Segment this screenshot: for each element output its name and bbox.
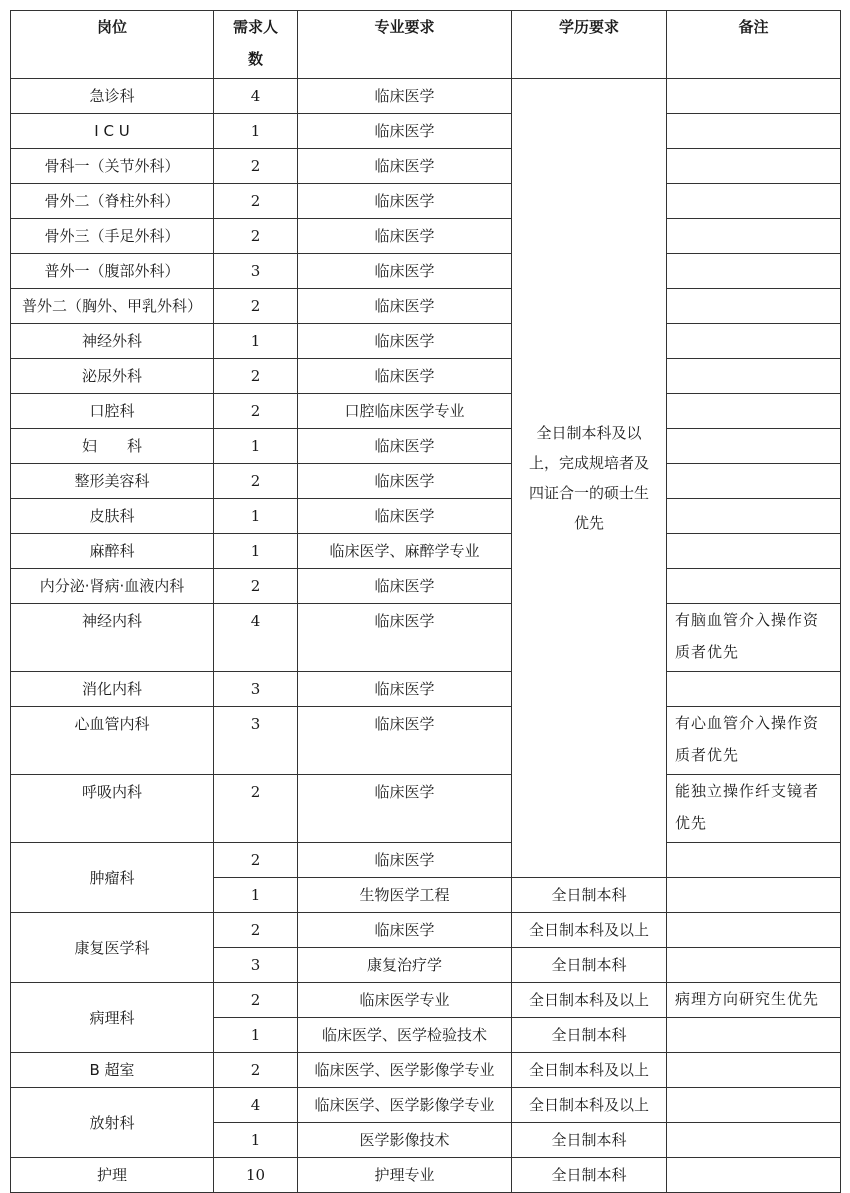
education-cell: 全日制本科: [512, 948, 667, 983]
table-row: [11, 1053, 841, 1088]
position-cell: 心血管内科: [11, 707, 214, 775]
education-cell: 全日制本科: [512, 878, 667, 913]
major-cell: 临床医学: [298, 79, 512, 114]
position-cell: B 超室: [11, 1053, 214, 1088]
count-cell: 2: [214, 569, 298, 604]
major-cell: 临床医学: [298, 429, 512, 464]
major-cell: 临床医学: [298, 843, 512, 878]
note-cell: [667, 534, 841, 569]
position-cell: 麻醉科: [11, 534, 214, 569]
note-cell: [667, 219, 841, 254]
position-cell: 皮肤科: [11, 499, 214, 534]
header-count: 需求人数: [214, 11, 298, 79]
count-cell: 3: [214, 948, 298, 983]
education-cell: 全日制本科: [512, 1123, 667, 1158]
note-cell: [667, 1018, 841, 1053]
note-cell: [667, 324, 841, 359]
table-row: [11, 775, 841, 843]
major-cell: 临床医学专业: [298, 983, 512, 1018]
count-cell: 4: [214, 604, 298, 672]
count-cell: 2: [214, 359, 298, 394]
position-cell: 病理科: [11, 983, 214, 1053]
count-cell: 2: [214, 983, 298, 1018]
table-row: [11, 983, 841, 1018]
major-cell: 临床医学: [298, 604, 512, 672]
position-cell: 神经内科: [11, 604, 214, 672]
position-cell: 骨外三（手足外科）: [11, 219, 214, 254]
count-cell: 1: [214, 534, 298, 569]
table-row: [11, 359, 841, 394]
note-cell: 有心血管介入操作资质者优先: [667, 707, 841, 775]
major-cell: 临床医学: [298, 114, 512, 149]
count-cell: 2: [214, 219, 298, 254]
note-cell: [667, 1088, 841, 1123]
position-cell: 普外一（腹部外科）: [11, 254, 214, 289]
header-major: 专业要求: [298, 11, 512, 79]
position-cell: 呼吸内科: [11, 775, 214, 843]
education-merged-cell: 全日制本科及以上，完成规培者及四证合一的硕士生优先: [512, 79, 667, 878]
header-row: [11, 11, 841, 79]
count-cell: 3: [214, 254, 298, 289]
education-cell: 全日制本科及以上: [512, 1053, 667, 1088]
note-cell: [667, 114, 841, 149]
table-row: [11, 913, 841, 948]
major-cell: 临床医学: [298, 184, 512, 219]
count-cell: 3: [214, 707, 298, 775]
major-cell: 护理专业: [298, 1158, 512, 1193]
note-cell: [667, 464, 841, 499]
major-cell: 口腔临床医学专业: [298, 394, 512, 429]
header-position: 岗位: [11, 11, 214, 79]
major-cell: 临床医学: [298, 289, 512, 324]
table-row: [11, 1088, 841, 1123]
major-cell: 临床医学: [298, 913, 512, 948]
table-row: [11, 534, 841, 569]
major-cell: 临床医学: [298, 499, 512, 534]
note-cell: [667, 913, 841, 948]
note-cell: 病理方向研究生优先: [667, 983, 841, 1018]
note-cell: [667, 359, 841, 394]
table-row: [11, 79, 841, 114]
table-row: [11, 394, 841, 429]
note-cell: [667, 289, 841, 324]
count-cell: 1: [214, 878, 298, 913]
position-cell: 骨科一（关节外科）: [11, 149, 214, 184]
note-cell: [667, 184, 841, 219]
position-cell: 神经外科: [11, 324, 214, 359]
note-cell: [667, 1053, 841, 1088]
major-cell: 临床医学、医学检验技术: [298, 1018, 512, 1053]
major-cell: 临床医学: [298, 359, 512, 394]
education-cell: 全日制本科: [512, 1018, 667, 1053]
count-cell: 2: [214, 149, 298, 184]
table-row: [11, 464, 841, 499]
position-cell: 护理: [11, 1158, 214, 1193]
major-cell: 临床医学: [298, 219, 512, 254]
count-cell: 2: [214, 394, 298, 429]
count-cell: 2: [214, 184, 298, 219]
header-education: 学历要求: [512, 11, 667, 79]
count-cell: 10: [214, 1158, 298, 1193]
count-cell: 2: [214, 843, 298, 878]
note-cell: [667, 878, 841, 913]
major-cell: 临床医学、医学影像学专业: [298, 1053, 512, 1088]
education-cell: 全日制本科: [512, 1158, 667, 1193]
position-cell: 放射科: [11, 1088, 214, 1158]
table-row: [11, 254, 841, 289]
major-cell: 康复治疗学: [298, 948, 512, 983]
position-cell: 康复医学科: [11, 913, 214, 983]
major-cell: 生物医学工程: [298, 878, 512, 913]
table-row: [11, 114, 841, 149]
table-row: [11, 184, 841, 219]
count-cell: 1: [214, 1018, 298, 1053]
count-cell: 2: [214, 913, 298, 948]
table-row: [11, 499, 841, 534]
recruitment-table: [10, 10, 841, 1193]
count-cell: 4: [214, 79, 298, 114]
table-row: [11, 843, 841, 878]
position-cell: 内分泌·肾病·血液内科: [11, 569, 214, 604]
position-cell: 消化内科: [11, 672, 214, 707]
table-row: [11, 569, 841, 604]
count-cell: 1: [214, 324, 298, 359]
note-cell: [667, 672, 841, 707]
position-cell: 急诊科: [11, 79, 214, 114]
table-row: [11, 324, 841, 359]
major-cell: 临床医学: [298, 254, 512, 289]
position-cell: 妇 科: [11, 429, 214, 464]
count-cell: 2: [214, 464, 298, 499]
major-cell: 临床医学、医学影像学专业: [298, 1088, 512, 1123]
education-cell: 全日制本科及以上: [512, 1088, 667, 1123]
count-cell: 3: [214, 672, 298, 707]
count-cell: 1: [214, 429, 298, 464]
major-cell: 临床医学: [298, 464, 512, 499]
note-cell: [667, 569, 841, 604]
education-cell: 全日制本科及以上: [512, 983, 667, 1018]
table-row: [11, 707, 841, 775]
major-cell: 临床医学: [298, 324, 512, 359]
major-cell: 医学影像技术: [298, 1123, 512, 1158]
position-cell: I C U: [11, 114, 214, 149]
major-cell: 临床医学: [298, 775, 512, 843]
note-cell: [667, 1123, 841, 1158]
position-cell: 整形美容科: [11, 464, 214, 499]
table-row: [11, 672, 841, 707]
note-cell: [667, 394, 841, 429]
table-row: [11, 289, 841, 324]
table-row: [11, 1158, 841, 1193]
note-cell: [667, 429, 841, 464]
count-cell: 4: [214, 1088, 298, 1123]
major-cell: 临床医学: [298, 569, 512, 604]
position-cell: 普外二（胸外、甲乳外科）: [11, 289, 214, 324]
note-cell: [667, 948, 841, 983]
note-cell: [667, 79, 841, 114]
note-cell: 能独立操作纤支镜者优先: [667, 775, 841, 843]
count-cell: 2: [214, 775, 298, 843]
major-cell: 临床医学、麻醉学专业: [298, 534, 512, 569]
note-cell: [667, 843, 841, 878]
note-cell: [667, 499, 841, 534]
position-cell: 口腔科: [11, 394, 214, 429]
note-cell: [667, 149, 841, 184]
count-cell: 1: [214, 114, 298, 149]
count-cell: 2: [214, 1053, 298, 1088]
major-cell: 临床医学: [298, 672, 512, 707]
note-cell: 有脑血管介入操作资质者优先: [667, 604, 841, 672]
table-row: [11, 429, 841, 464]
table-row: [11, 219, 841, 254]
education-cell: 全日制本科及以上: [512, 913, 667, 948]
major-cell: 临床医学: [298, 149, 512, 184]
count-cell: 2: [214, 289, 298, 324]
position-cell: 肿瘤科: [11, 843, 214, 913]
note-cell: [667, 254, 841, 289]
major-cell: 临床医学: [298, 707, 512, 775]
header-notes: 备注: [667, 11, 841, 79]
note-cell: [667, 1158, 841, 1193]
table-row: [11, 149, 841, 184]
count-cell: 1: [214, 499, 298, 534]
count-cell: 1: [214, 1123, 298, 1158]
position-cell: 泌尿外科: [11, 359, 214, 394]
position-cell: 骨外二（脊柱外科）: [11, 184, 214, 219]
table-row: [11, 604, 841, 672]
